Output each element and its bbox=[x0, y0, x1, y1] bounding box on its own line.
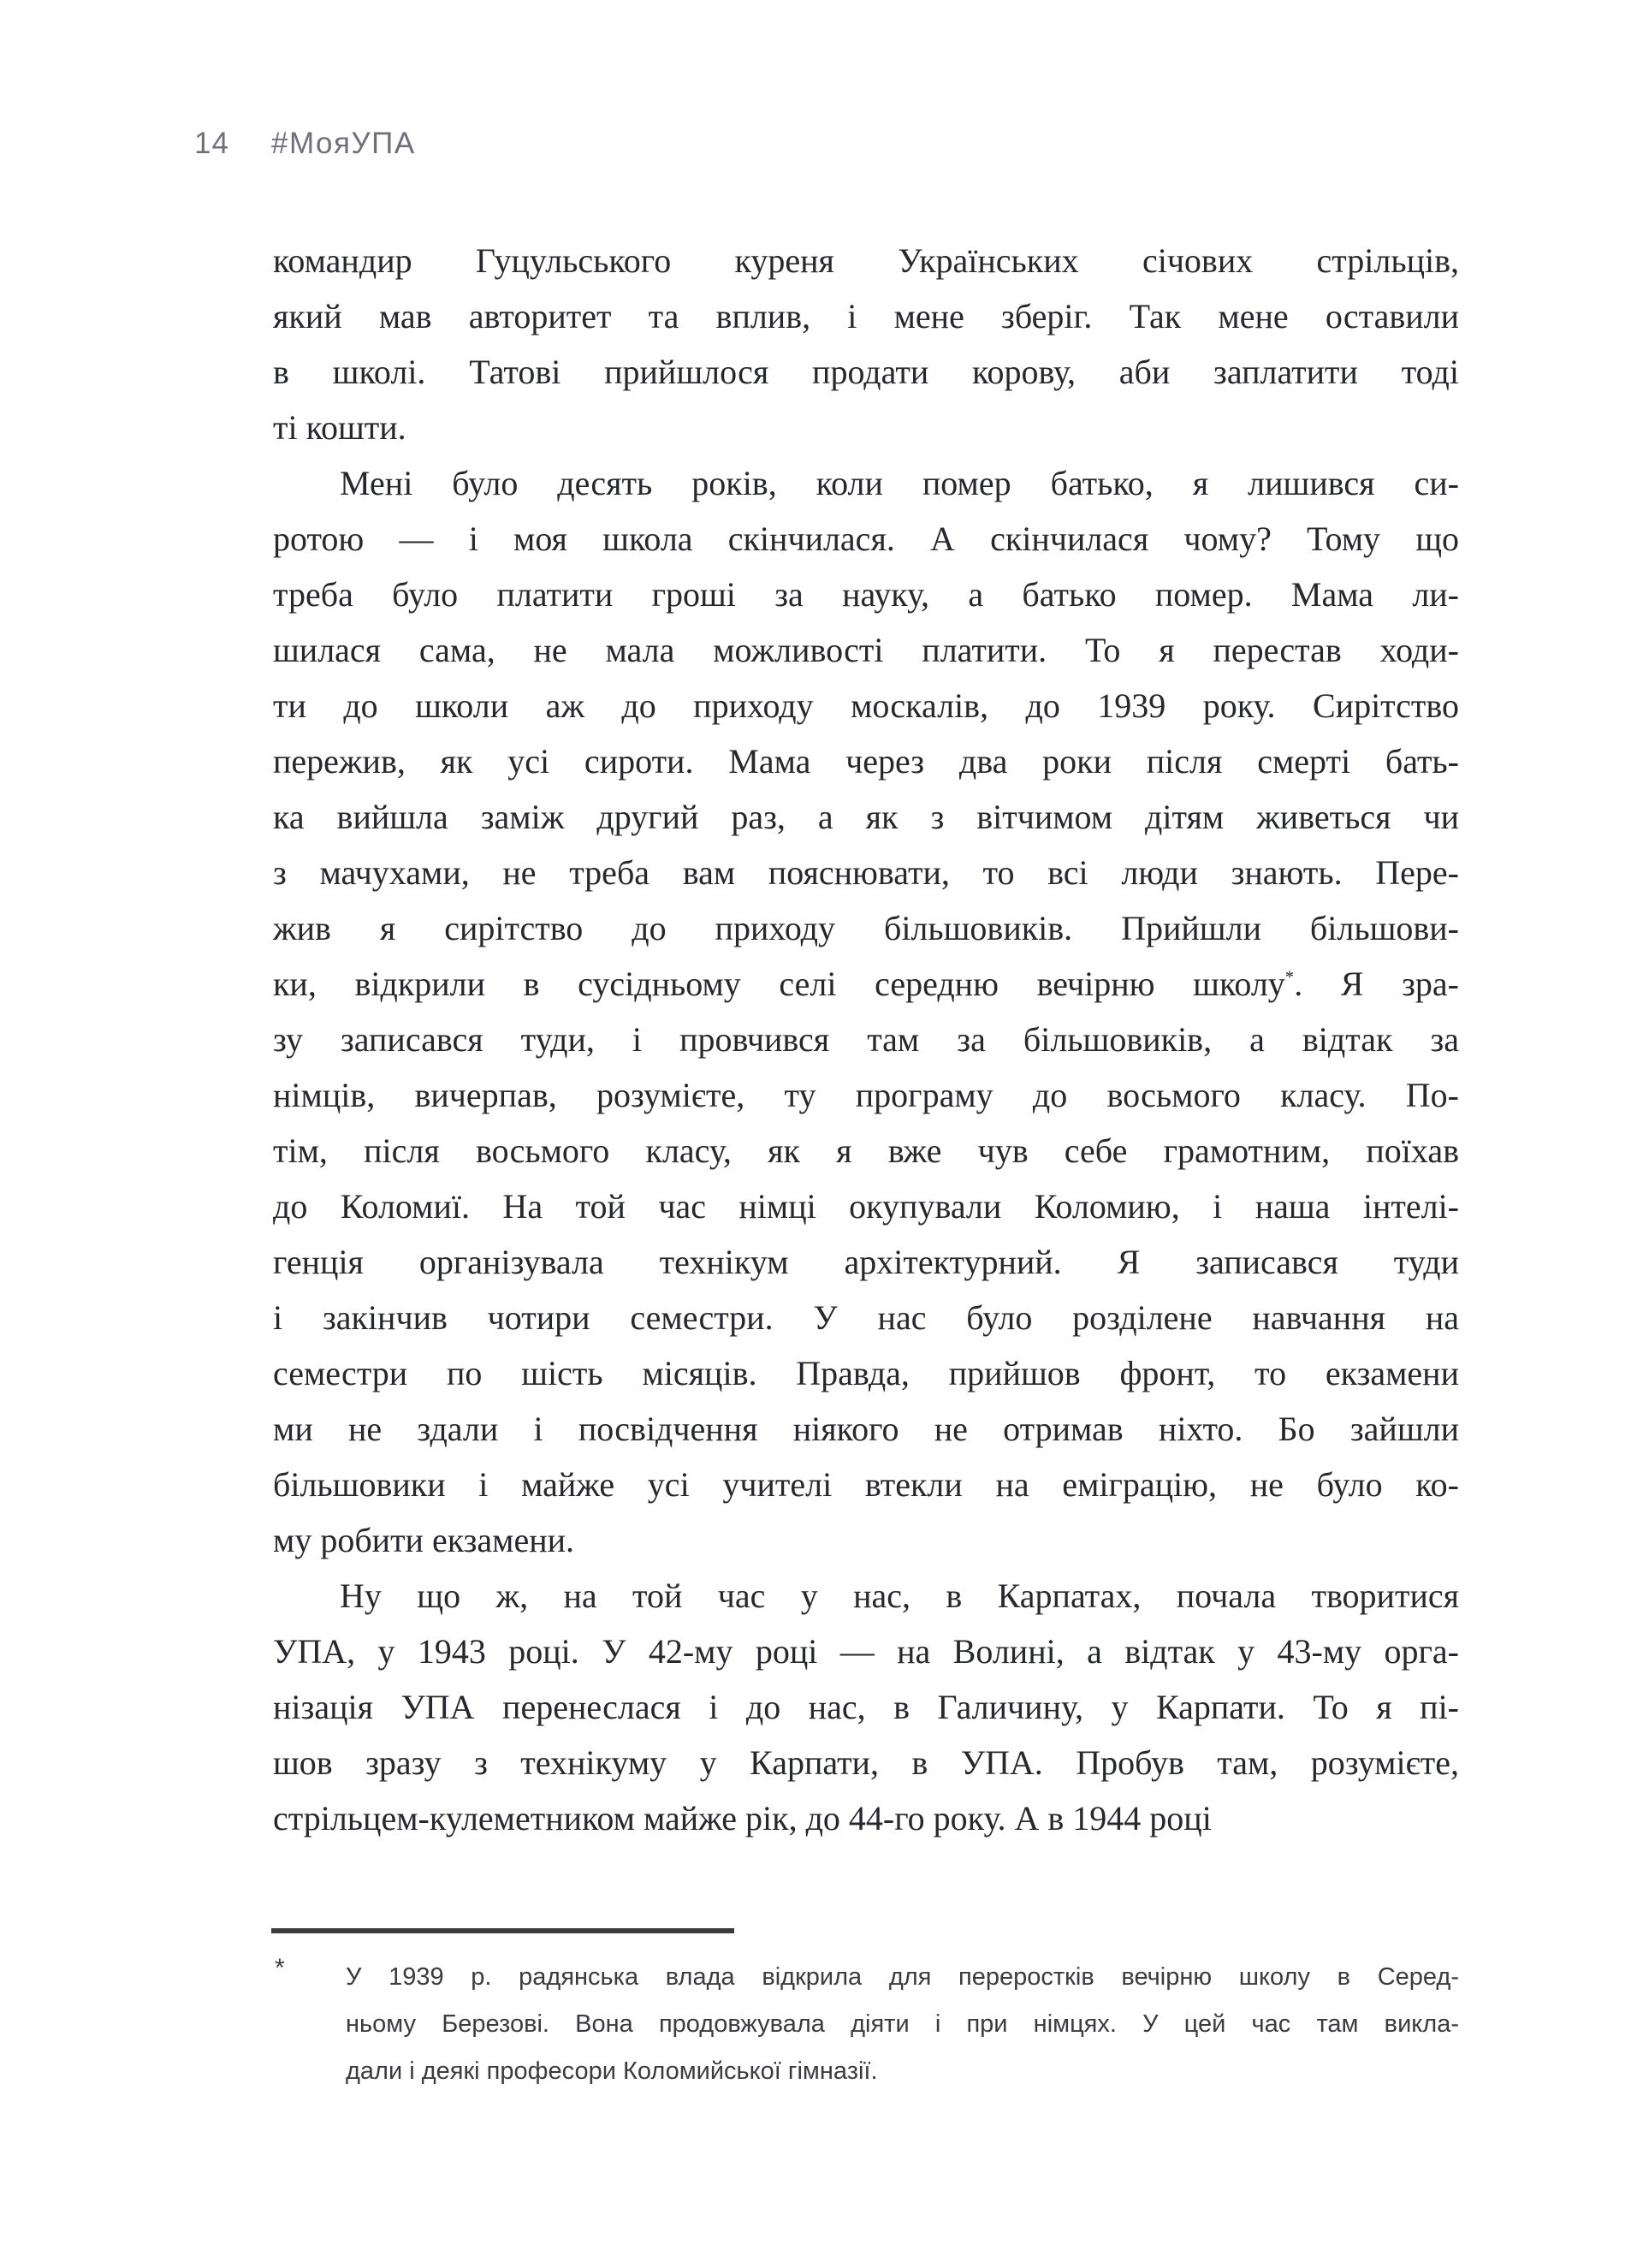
text-line: УПА, у 1943 році. У 42-му році — на Волині, а відтак у 43-му орга- bbox=[273, 1632, 1459, 1671]
text-line: жив я сирітство до приходу більшовиків. Прийшли більшови- bbox=[273, 909, 1459, 947]
text-line: ньому Березові. Вона продовжувала діяти і при німцях. У цей час там викла- bbox=[346, 2010, 1459, 2038]
text-line: шилася сама, не мала можливості платити. То я перестав ходи- bbox=[273, 631, 1459, 669]
text-line: ти до школи аж до приходу москалів, до 1939 року. Сирітство bbox=[273, 686, 1459, 725]
text-line: шов зразу з технікуму у Карпати, в УПА. Пробув там, розумієте, bbox=[273, 1743, 1459, 1782]
page-header bbox=[0, 128, 1643, 163]
text-line: му робити екзамени. bbox=[273, 1521, 575, 1559]
text-line: німців, вичерпав, розумієте, ту програму до восьмого класу. По- bbox=[273, 1076, 1459, 1114]
text-line: ми не здали і посвідчення ніякого не отримав ніхто. Бо зайшли bbox=[273, 1410, 1459, 1448]
running-head: #МояУПА bbox=[271, 127, 416, 160]
text-line: і закінчив чотири семестри. У нас було розділене навчання на bbox=[273, 1298, 1459, 1337]
text-line: генція організувала технікум архітектурний. Я записався туди bbox=[273, 1243, 1459, 1281]
text-line: з мачухами, не треба вам пояснювати, то всі люди знають. Пере- bbox=[273, 853, 1459, 892]
text-line: ка вийшла заміж другий раз, а як з вітчимом дітям живеться чи bbox=[273, 798, 1459, 836]
text-line: дали і деякі професори Коломийської гімназії. bbox=[346, 2057, 878, 2085]
footnote-marker: * bbox=[275, 1954, 285, 1982]
text-line: ки, відкрили в сусідньому селі середню вечірню школу*. Я зра- bbox=[273, 965, 1459, 1003]
text-line: треба було платити гроші за науку, а батько помер. Мама ли- bbox=[273, 575, 1459, 614]
page-number: 14 bbox=[194, 127, 229, 160]
footnote-divider bbox=[271, 1928, 734, 1933]
text-line: стрільцем-кулеметником майже рік, до 44-го року. А в 1944 році bbox=[273, 1799, 1212, 1838]
text-line: зу записався туди, і провчився там за більшовиків, а відтак за bbox=[273, 1020, 1459, 1059]
footnote-reference: * bbox=[1284, 967, 1295, 988]
body-text bbox=[273, 233, 1459, 1846]
text-line: семестри по шість місяців. Правда, прийшов фронт, то екзамени bbox=[273, 1354, 1459, 1392]
text-line: Ну що ж, на той час у нас, в Карпатах, почала творитися bbox=[340, 1576, 1459, 1615]
text-line: який мав авторитет та вплив, і мене зберіг. Так мене оставили bbox=[273, 297, 1459, 335]
text-line: до Коломиї. На той час німці окупували Коломию, і наша інтелі- bbox=[273, 1187, 1459, 1226]
text-line: пережив, як усі сироти. Мама через два роки після смерті бать- bbox=[273, 742, 1459, 781]
text-line: ротою — і моя школа скінчилася. А скінчилася чому? Тому що bbox=[273, 520, 1459, 558]
paragraph bbox=[273, 1568, 1459, 1846]
text-line: ті кошти. bbox=[273, 408, 406, 447]
footnote bbox=[273, 1954, 1459, 2095]
paragraph bbox=[273, 455, 1459, 1568]
text-line: У 1939 р. радянська влада відкрила для переростків вечірню школу в Серед- bbox=[346, 1963, 1459, 1991]
text-line: більшовики і майже усі учителі втекли на еміграцію, не було ко- bbox=[273, 1465, 1459, 1504]
text-line: Мені було десять років, коли помер батько, я лишився си- bbox=[340, 464, 1459, 502]
text-line: в школі. Татові прийшлося продати корову, аби заплатити тоді bbox=[273, 353, 1459, 391]
text-line: тім, після восьмого класу, як я вже чув себе грамотним, поїхав bbox=[273, 1131, 1459, 1170]
paragraph bbox=[273, 233, 1459, 455]
footnote-text bbox=[346, 1954, 1459, 2095]
text-line: командир Гуцульського куреня Українських січових стрільців, bbox=[273, 241, 1459, 280]
text-line: нізація УПА перенеслася і до нас, в Галичину, у Карпати. То я пі- bbox=[273, 1688, 1459, 1726]
